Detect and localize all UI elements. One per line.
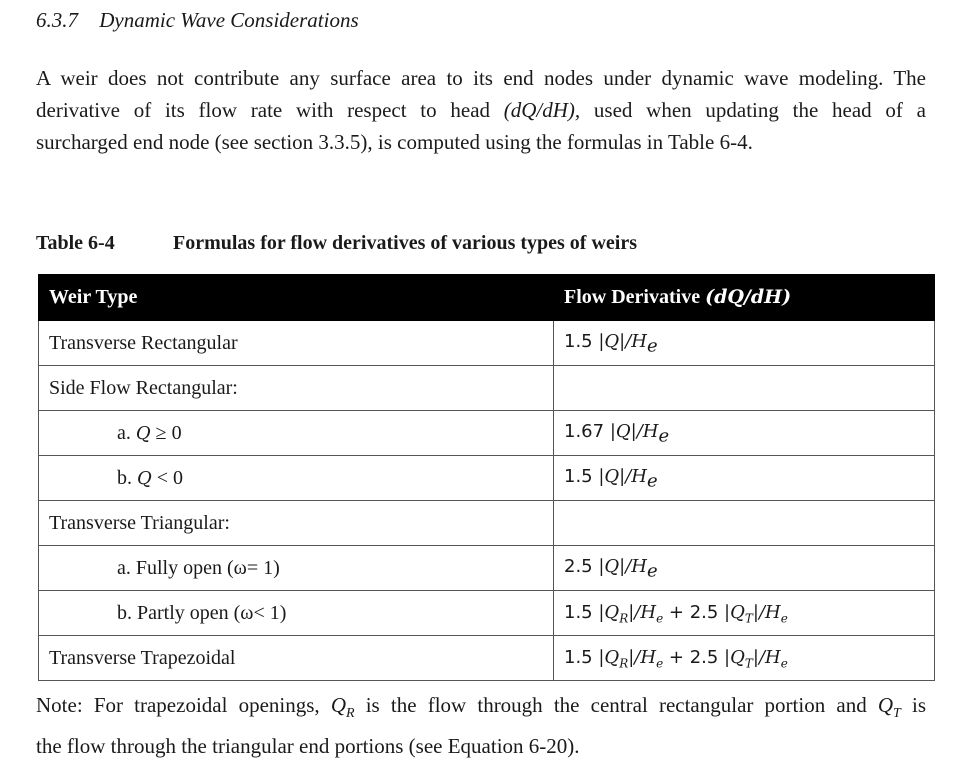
- formula-cell: [554, 366, 935, 411]
- qr-symbol: $Q_R$: [330, 693, 355, 722]
- table-title: Formulas for flow derivatives of various types of weirs: [173, 232, 638, 254]
- table-header-row: [39, 275, 935, 321]
- header-flow-derivative: [554, 275, 935, 321]
- weir-type-cell: Transverse Rectangular: [39, 321, 554, 366]
- table-row: [39, 411, 935, 456]
- note-text: is the flow through the central rectangular portion and: [354, 693, 878, 717]
- body-paragraph: [36, 62, 926, 158]
- header-math: (dQ/dH): [705, 286, 792, 308]
- formula-cell: 1.5 $|Q_R|/H_e + 2.5$ $|Q_T|/H_e$: [554, 591, 935, 636]
- table-note: [36, 689, 926, 762]
- note-line: the flow through the triangular end portions (see Equation 6-20).: [36, 734, 580, 759]
- header-weir-type: Weir Type: [39, 275, 554, 321]
- table-row: [39, 456, 935, 501]
- weir-type-cell: a. Fully open (ω= 1): [39, 546, 554, 591]
- section-number: 6.3.7: [36, 8, 78, 32]
- derivative-symbol: (dQ/dH),: [503, 98, 581, 122]
- formula-cell: 1.5 $|Q_R|/H_e + 2.5$ $|Q_T|/H_e$: [554, 636, 935, 681]
- weir-type-cell: Transverse Triangular:: [39, 501, 554, 546]
- formula-cell: 1.5 $|Q|/H_e$: [554, 321, 935, 366]
- formula-cell: 1.67 $|Q|/H_e$: [554, 411, 935, 456]
- section-heading: [36, 8, 359, 33]
- paragraph-text: used when updating the head of a: [580, 98, 926, 122]
- qt-symbol: $Q_T$: [877, 693, 901, 722]
- weir-derivatives-table: [38, 274, 935, 681]
- paragraph-line: [36, 126, 926, 158]
- weir-type-cell: Side Flow Rectangular:: [39, 366, 554, 411]
- weir-type-cell: Transverse Trapezoidal: [39, 636, 554, 681]
- note-line: [36, 689, 926, 730]
- table-row: [39, 636, 935, 681]
- header-text: Flow Derivative: [564, 286, 706, 308]
- paragraph-line: A weir does not contribute any surface area to its end nodes under dynamic wave modeling. The: [36, 66, 926, 90]
- table-row: [39, 321, 935, 366]
- table-label: Table 6-4: [36, 232, 115, 254]
- paragraph-text: surcharged end node (see section 3.3.5), is computed using the formulas in Table 6-4.: [36, 130, 753, 154]
- formula-cell: 1.5 $|Q|/H_e$: [554, 456, 935, 501]
- table-row: [39, 591, 935, 636]
- table-caption: [36, 232, 637, 255]
- table-row: [39, 546, 935, 591]
- weir-type-cell: b. Q < 0: [39, 456, 554, 501]
- note-text: is: [900, 693, 926, 717]
- paragraph-text: derivative of its flow rate with respect to head: [36, 98, 504, 122]
- formula-cell: 2.5 $|Q|/H_e$: [554, 546, 935, 591]
- table-row: [39, 501, 935, 546]
- note-text: Note: For trapezoidal openings,: [36, 693, 331, 717]
- paragraph-line: [36, 94, 926, 126]
- weir-type-cell: b. Partly open (ω< 1): [39, 591, 554, 636]
- table-row: [39, 366, 935, 411]
- weir-type-cell: a. Q ≥ 0: [39, 411, 554, 456]
- section-title: Dynamic Wave Considerations: [99, 8, 359, 32]
- formula-cell: [554, 501, 935, 546]
